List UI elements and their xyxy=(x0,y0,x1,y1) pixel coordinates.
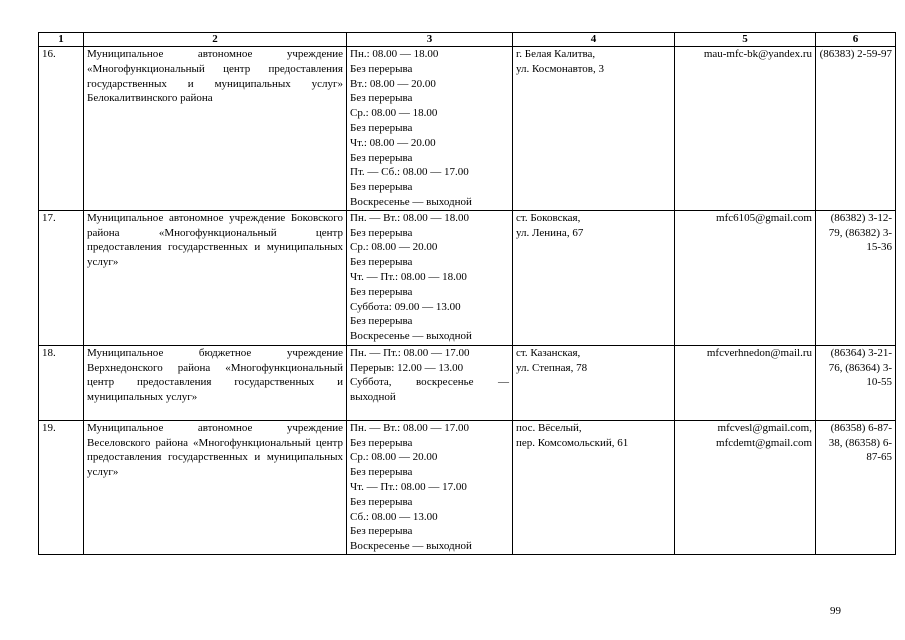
column-header-3: 3 xyxy=(347,33,513,47)
hours-line: Чт. — Пт.: 08.00 — 18.00 xyxy=(350,270,467,283)
hours-line: Без перерыва xyxy=(350,315,413,328)
phone: (86358) 6-87-38, (86358) 6-87-65 xyxy=(816,420,896,554)
hours-line: Суббота: 09.00 — 13.00 xyxy=(350,300,461,313)
hours-line: Пн. — Пт.: 08.00 — 17.00 xyxy=(350,346,470,359)
row-number: 17. xyxy=(39,210,84,345)
column-header-5: 5 xyxy=(675,33,816,47)
hours-line: Пн.: 08.00 — 18.00 xyxy=(350,48,439,60)
hours-line: Сб.: 08.00 — 13.00 xyxy=(350,510,438,523)
organization-name: Муниципальное автономное учреждение Веселовского района «Многофункциональный центр предоставления государственных и муниципальных услуг» xyxy=(84,420,347,554)
row-number: 16. xyxy=(39,47,84,211)
hours-line: Вт.: 08.00 — 20.00 xyxy=(350,77,436,90)
organization-name: Муниципальное автономное учреждение «Многофункциональный центр предоставления государственных и муниципальных услуг» Белокалитвинского района xyxy=(84,47,347,211)
column-header-2: 2 xyxy=(84,33,347,47)
hours-line: Без перерыва xyxy=(350,121,413,134)
address-line: ст. Казанская, xyxy=(516,346,581,359)
hours-line: Без перерыва xyxy=(350,181,413,194)
address xyxy=(513,345,675,420)
email xyxy=(675,345,816,420)
address-line: пер. Комсомольский, 61 xyxy=(516,436,629,449)
address-line: ул. Ленина, 67 xyxy=(516,226,584,239)
hours-line: Чт. — Пт.: 08.00 — 17.00 xyxy=(350,480,467,493)
hours-line: Пн. — Вт.: 08.00 — 18.00 xyxy=(350,211,469,224)
hours-line: Воскресенье — выходной xyxy=(350,540,472,553)
address-line: г. Белая Калитва, xyxy=(516,48,596,60)
mfc-table xyxy=(38,32,896,555)
hours-line: Чт.: 08.00 — 20.00 xyxy=(350,136,436,149)
working-hours xyxy=(347,420,513,554)
hours-line: Пт. — Сб.: 08.00 — 17.00 xyxy=(350,166,469,179)
address-line: ст. Боковская, xyxy=(516,211,581,224)
email xyxy=(675,210,816,345)
hours-line: Воскресенье — выходной xyxy=(350,330,472,343)
organization-name: Муниципальное бюджетное учреждение Верхнедонского района «Многофункциональный центр предоставления государственных и муниципальных услуг» xyxy=(84,345,347,420)
row-number: 18. xyxy=(39,345,84,420)
hours-line: Воскресенье — выходной xyxy=(350,195,472,208)
email-line: mfcvesl@gmail.com, xyxy=(717,421,812,434)
hours-line: Без перерыва xyxy=(350,256,413,269)
row-number: 19. xyxy=(39,420,84,554)
hours-line: Без перерыва xyxy=(350,495,413,508)
phone: (86382) 3-12-79, (86382) 3-15-36 xyxy=(816,210,896,345)
hours-line: Без перерыва xyxy=(350,525,413,538)
address-line: пос. Вёселый, xyxy=(516,421,582,434)
address xyxy=(513,420,675,554)
table-row xyxy=(39,420,896,554)
working-hours xyxy=(347,345,513,420)
hours-line: Без перерыва xyxy=(350,151,413,164)
address xyxy=(513,47,675,211)
phone: (86383) 2-59-97 xyxy=(816,47,896,211)
email-line: mfc6105@gmail.com xyxy=(716,211,812,224)
email xyxy=(675,420,816,554)
address-line: ул. Космонавтов, 3 xyxy=(516,62,604,75)
hours-line: Без перерыва xyxy=(350,226,413,239)
hours-line: Ср.: 08.00 — 20.00 xyxy=(350,241,438,254)
hours-line: Перерыв: 12.00 — 13.00 xyxy=(350,361,464,374)
hours-line: Без перерыва xyxy=(350,285,413,298)
organization-name: Муниципальное автономное учреждение Боковского района «Многофункциональный центр предоставления государственных и муниципальных услуг» xyxy=(84,210,347,345)
email-line: mfcverhnedon@mail.ru xyxy=(706,346,812,359)
email-line: mfcdemt@gmail.com xyxy=(716,436,812,449)
address-line: ул. Степная, 78 xyxy=(516,361,588,374)
header-row xyxy=(39,33,896,47)
table-row xyxy=(39,47,896,211)
phone: (86364) 3-21-76, (86364) 3-10-55 xyxy=(816,345,896,420)
table-row xyxy=(39,345,896,420)
hours-line: Без перерыва xyxy=(350,92,413,105)
email xyxy=(675,47,816,211)
working-hours xyxy=(347,47,513,211)
address xyxy=(513,210,675,345)
email-line: mau-mfc-bk@yandex.ru xyxy=(703,48,812,60)
column-header-6: 6 xyxy=(816,33,896,47)
hours-line: Суббота, воскресенье — выходной xyxy=(350,376,509,404)
column-header-4: 4 xyxy=(513,33,675,47)
hours-line: Без перерыва xyxy=(350,466,413,479)
hours-line: Без перерыва xyxy=(350,62,413,75)
hours-line: Ср.: 08.00 — 18.00 xyxy=(350,107,438,120)
page-number: 99 xyxy=(830,605,841,617)
hours-line: Без перерыва xyxy=(350,436,413,449)
column-header-1: 1 xyxy=(39,33,84,47)
hours-line: Ср.: 08.00 — 20.00 xyxy=(350,451,438,464)
hours-line: Пн. — Вт.: 08.00 — 17.00 xyxy=(350,421,469,434)
table-row xyxy=(39,210,896,345)
working-hours xyxy=(347,210,513,345)
